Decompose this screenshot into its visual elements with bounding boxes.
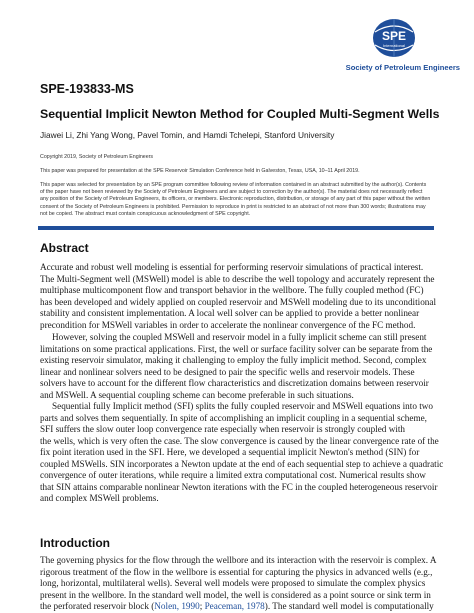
text-line: Accurate and robust well modeling is essential for performing reservoir simulations of practical interest. bbox=[40, 262, 424, 272]
text-line: However, solving the coupled MSWell and reservoir model in a fully implicit scheme can still present bbox=[52, 332, 427, 342]
section-divider bbox=[38, 226, 434, 230]
text-line: parts and solves them sequentially. In spite of accomplishing an implicit coupling in a sequential scheme, bbox=[40, 412, 427, 423]
text-line: and complex MSWell problems. bbox=[40, 493, 159, 503]
copyright-notice: Copyright 2019, Society of Petroleum Engineers bbox=[40, 154, 154, 160]
text-line: existing reservoir simulator, making it challenging to employ the fully implicit method. Second, complex bbox=[40, 355, 427, 365]
abstract-heading: Abstract bbox=[40, 241, 89, 255]
text-line: precondition for MSWell variables in order to accelerate the nonlinear convergence of the FC method. bbox=[40, 319, 416, 330]
text-line: The Multi-Segment well (MSWell) model is able to describe the well topology and accurately represent the bbox=[40, 273, 435, 284]
citation-peaceman-1978[interactable]: Peaceman, 1978 bbox=[204, 601, 265, 611]
authors: Jiawei Li, Zhi Yang Wong, Pavel Tomin, and Hamdi Tchelepi, Stanford University bbox=[40, 130, 335, 140]
abstract-paragraph-3 bbox=[40, 401, 444, 505]
text-line: has been developed and widely applied on coupled reservoir and MSWell modeling due to its unconditional bbox=[40, 296, 437, 307]
disclaimer-line: any position of the Society of Petroleum Engineers, its officers, or members. Electronic reproduction, distribution, or storage of any part of this paper without the written bbox=[40, 196, 431, 203]
logo-subtext: International bbox=[382, 43, 406, 48]
abstract-paragraph-2 bbox=[40, 332, 436, 401]
disclaimer bbox=[40, 182, 440, 218]
text-line: fix point iteration used in the SFI. Here, we developed a sequential implicit Newton's method (SIN) for bbox=[40, 447, 420, 457]
text-line: Sequential fully Implicit method (SFI) splits the fully coupled reservoir and MSWell equations into two bbox=[52, 401, 433, 411]
text-line: convergence of outer iterations, while require a limited extra computational cost. Numerical results show bbox=[40, 470, 426, 480]
text-line: multiphase multicomponent flow and transport behavior in the wellbore. The fully coupled method (FC) bbox=[40, 285, 424, 295]
paper-id: SPE-193833-MS bbox=[40, 82, 134, 96]
society-name: Society of Petroleum Engineers bbox=[345, 63, 460, 72]
introduction-paragraph bbox=[40, 555, 436, 613]
disclaimer-line: of the paper have not been reviewed by the Society of Petroleum Engineers and are subject to correction by the author(s). The material does not necessarily reflect bbox=[40, 189, 423, 196]
text-line: stability and consistent implementation. A local well solver can be applied to provide a better nonlinear bbox=[40, 308, 420, 318]
text-line: The governing physics for the flow through the wellbore and its interaction with the reservoir is complex. A bbox=[40, 555, 437, 565]
text-line: the wells, which is very often the case. The slow convergence is caused by the linear convergence rate of the bbox=[40, 435, 439, 446]
disclaimer-line: consent of the Society of Petroleum Engineers is prohibited. Permission to reproduce in print is restricted to an abstract of not more than 300 words; illustrations may bbox=[40, 203, 426, 210]
disclaimer-line: not be copied. The abstract must contain conspicuous acknowledgment of SPE copyright. bbox=[40, 210, 251, 217]
text-line: SFI suffers the slow outer loop convergence rate especially when reservoir is strongly coupled with bbox=[40, 424, 406, 434]
text-fragment: ). The standard well model is computationally bbox=[264, 601, 434, 611]
presentation-note: This paper was prepared for presentation at the SPE Reservoir Simulation Conference held in Galveston, Texas, USA, 10–11 April 2019. bbox=[40, 168, 360, 174]
text-line: linear and nonlinear solvers need to be designed to pair the specific wells and reservoir models. These bbox=[40, 366, 415, 377]
citation-separator: ; bbox=[199, 601, 205, 611]
disclaimer-line: This paper was selected for presentation by an SPE program committee following review of information contained in an abstract submitted by the author(s). Contents bbox=[40, 182, 427, 188]
introduction-heading: Introduction bbox=[40, 536, 110, 550]
text-line: rigorous treatment of the flow in the wellbore is essential for capturing the physics in advanced wells (e.g., bbox=[40, 566, 433, 577]
text-line-with-citations bbox=[40, 601, 436, 613]
logo-text: SPE bbox=[381, 29, 407, 43]
text-line: coupled MSWells. SIN incorporates a Newton update at the end of each sequential step to achieve a quadratic bbox=[40, 458, 444, 469]
citation-nolen-1990[interactable]: Nolen, 1990 bbox=[154, 601, 200, 611]
text-line: present in the wellbore. In the standard well model, the well is considered as a point source or sink term in bbox=[40, 589, 431, 600]
text-line: long, horizontal, multilateral wells). Several well models were proposed to simulate the complex physics bbox=[40, 578, 426, 588]
abstract-paragraph-1 bbox=[40, 262, 436, 331]
text-line: and MSWell. A sequential coupling scheme can become preferable in such situations. bbox=[40, 389, 354, 400]
text-line: that SIN attains comparable nonlinear Newton iterations with the FC in the coupled heterogeneous reservoir bbox=[40, 481, 438, 492]
text-fragment: the perforated reservoir block ( bbox=[40, 601, 155, 611]
text-line: limitations on some practical applications. First, the well or surface facility solver can be separate from the bbox=[40, 343, 433, 354]
text-line: solvers have to account for the different flow characteristics and discretization domains between reservoir bbox=[40, 378, 429, 388]
paper-title: Sequential Implicit Newton Method for Coupled Multi-Segment Wells bbox=[40, 107, 440, 121]
spe-logo bbox=[366, 16, 422, 60]
